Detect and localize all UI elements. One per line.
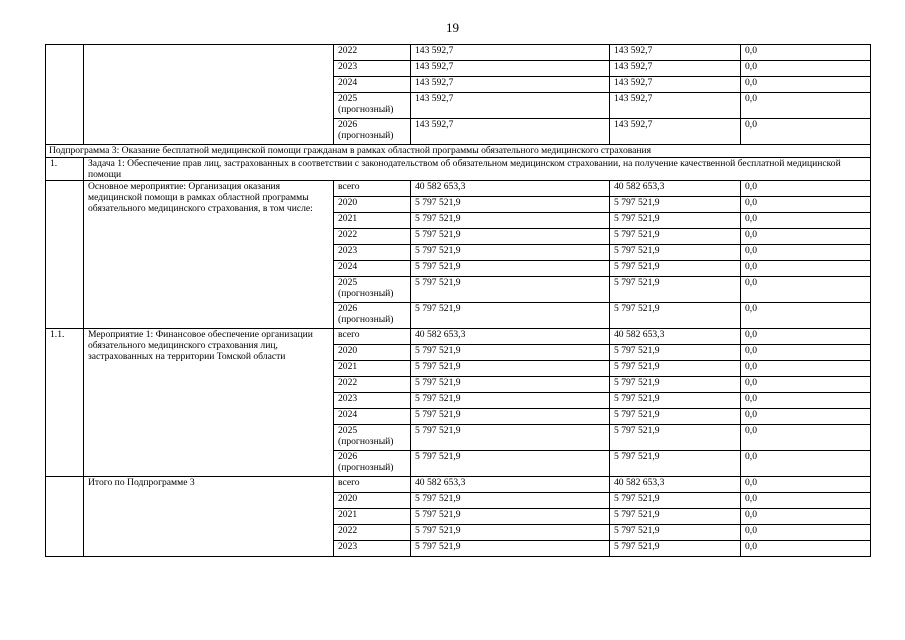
total-amount-cell: 5 797 521,9 [411, 393, 610, 409]
regional-amount-cell: 143 592,7 [610, 93, 741, 119]
year-cell: 2021 [334, 509, 411, 525]
year-cell: 2024 [334, 77, 411, 93]
year-cell: 2024 [334, 409, 411, 425]
other-amount-cell: 0,0 [741, 181, 871, 197]
other-amount-cell: 0,0 [741, 197, 871, 213]
year-cell: 2025 (прогнозный) [334, 93, 411, 119]
total-amount-cell: 5 797 521,9 [411, 409, 610, 425]
regional-amount-cell: 40 582 653,3 [610, 477, 741, 493]
total-amount-cell: 143 592,7 [411, 61, 610, 77]
total-amount-cell: 40 582 653,3 [411, 477, 610, 493]
other-amount-cell: 0,0 [741, 345, 871, 361]
total-amount-cell: 5 797 521,9 [411, 303, 610, 329]
regional-amount-cell: 5 797 521,9 [610, 425, 741, 451]
regional-amount-cell: 143 592,7 [610, 61, 741, 77]
other-amount-cell: 0,0 [741, 393, 871, 409]
year-cell: 2022 [334, 45, 411, 61]
year-cell: 2026 (прогнозный) [334, 451, 411, 477]
other-amount-cell: 0,0 [741, 119, 871, 145]
block-index: 1.1. [46, 329, 84, 477]
budget-table-body [46, 45, 871, 557]
total-amount-cell: 5 797 521,9 [411, 229, 610, 245]
other-amount-cell: 0,0 [741, 377, 871, 393]
regional-amount-cell: 5 797 521,9 [610, 509, 741, 525]
regional-amount-cell: 143 592,7 [610, 77, 741, 93]
regional-amount-cell: 5 797 521,9 [610, 261, 741, 277]
year-cell: 2026 (прогнозный) [334, 119, 411, 145]
block-name: Итого по Подпрограмме 3 [84, 477, 334, 557]
year-cell: всего [334, 477, 411, 493]
year-cell: 2026 (прогнозный) [334, 303, 411, 329]
regional-amount-cell: 5 797 521,9 [610, 361, 741, 377]
total-amount-cell: 5 797 521,9 [411, 345, 610, 361]
total-amount-cell: 5 797 521,9 [411, 541, 610, 557]
regional-amount-cell: 5 797 521,9 [610, 245, 741, 261]
regional-amount-cell: 5 797 521,9 [610, 229, 741, 245]
total-amount-cell: 5 797 521,9 [411, 377, 610, 393]
other-amount-cell: 0,0 [741, 329, 871, 345]
block-index [46, 477, 84, 557]
other-amount-cell: 0,0 [741, 361, 871, 377]
regional-amount-cell: 143 592,7 [610, 119, 741, 145]
regional-amount-cell: 5 797 521,9 [610, 303, 741, 329]
other-amount-cell: 0,0 [741, 477, 871, 493]
year-cell: 2020 [334, 493, 411, 509]
other-amount-cell: 0,0 [741, 303, 871, 329]
other-amount-cell: 0,0 [741, 213, 871, 229]
table-row [46, 45, 871, 61]
regional-amount-cell: 5 797 521,9 [610, 213, 741, 229]
total-amount-cell: 5 797 521,9 [411, 425, 610, 451]
total-amount-cell: 5 797 521,9 [411, 261, 610, 277]
other-amount-cell: 0,0 [741, 245, 871, 261]
regional-amount-cell: 5 797 521,9 [610, 409, 741, 425]
regional-amount-cell: 5 797 521,9 [610, 493, 741, 509]
regional-amount-cell: 5 797 521,9 [610, 377, 741, 393]
total-amount-cell: 5 797 521,9 [411, 525, 610, 541]
year-cell: 2021 [334, 361, 411, 377]
task-index: 1. [46, 157, 84, 181]
total-amount-cell: 5 797 521,9 [411, 451, 610, 477]
other-amount-cell: 0,0 [741, 525, 871, 541]
regional-amount-cell: 143 592,7 [610, 45, 741, 61]
regional-amount-cell: 5 797 521,9 [610, 393, 741, 409]
year-cell: 2023 [334, 245, 411, 261]
year-cell: 2023 [334, 393, 411, 409]
year-cell: 2022 [334, 229, 411, 245]
other-amount-cell: 0,0 [741, 229, 871, 245]
other-amount-cell: 0,0 [741, 45, 871, 61]
budget-table [45, 44, 871, 557]
regional-amount-cell: 40 582 653,3 [610, 181, 741, 197]
regional-amount-cell: 5 797 521,9 [610, 525, 741, 541]
total-amount-cell: 5 797 521,9 [411, 197, 610, 213]
year-cell: 2025 (прогнозный) [334, 425, 411, 451]
regional-amount-cell: 5 797 521,9 [610, 345, 741, 361]
year-cell: 2023 [334, 541, 411, 557]
page-number: 19 [446, 20, 459, 35]
total-amount-cell: 5 797 521,9 [411, 361, 610, 377]
year-cell: 2025 (прогнозный) [334, 277, 411, 303]
year-cell: 2023 [334, 61, 411, 77]
other-amount-cell: 0,0 [741, 61, 871, 77]
total-amount-cell: 40 582 653,3 [411, 181, 610, 197]
other-amount-cell: 0,0 [741, 277, 871, 303]
other-amount-cell: 0,0 [741, 509, 871, 525]
year-cell: 2020 [334, 197, 411, 213]
total-amount-cell: 5 797 521,9 [411, 277, 610, 303]
other-amount-cell: 0,0 [741, 93, 871, 119]
other-amount-cell: 0,0 [741, 425, 871, 451]
total-amount-cell: 5 797 521,9 [411, 509, 610, 525]
block-name: Мероприятие 1: Финансовое обеспечение организации обязательного медицинского страхования лиц, застрахованных на территории Томской области [84, 329, 334, 477]
year-cell: всего [334, 329, 411, 345]
other-amount-cell: 0,0 [741, 493, 871, 509]
year-cell: 2020 [334, 345, 411, 361]
total-amount-cell: 143 592,7 [411, 119, 610, 145]
name-cell [84, 45, 334, 145]
regional-amount-cell: 40 582 653,3 [610, 329, 741, 345]
block-index [46, 181, 84, 329]
other-amount-cell: 0,0 [741, 451, 871, 477]
total-amount-cell: 143 592,7 [411, 93, 610, 119]
other-amount-cell: 0,0 [741, 541, 871, 557]
total-amount-cell: 143 592,7 [411, 77, 610, 93]
regional-amount-cell: 5 797 521,9 [610, 541, 741, 557]
year-cell: всего [334, 181, 411, 197]
other-amount-cell: 0,0 [741, 409, 871, 425]
total-amount-cell: 5 797 521,9 [411, 245, 610, 261]
year-cell: 2021 [334, 213, 411, 229]
regional-amount-cell: 5 797 521,9 [610, 197, 741, 213]
table-row [46, 181, 871, 197]
index-cell [46, 45, 84, 145]
block-name: Основное мероприятие: Организация оказания медицинской помощи в рамках областной программы обязательного медицинского страхования, в том числе: [84, 181, 334, 329]
table-row [46, 477, 871, 493]
subprogram-title: Подпрограмма 3: Оказание бесплатной медицинской помощи гражданам в рамках областной программы обязательного медицинского страхования [46, 145, 871, 158]
year-cell: 2022 [334, 377, 411, 393]
year-cell: 2024 [334, 261, 411, 277]
task-row [46, 157, 871, 181]
year-cell: 2022 [334, 525, 411, 541]
other-amount-cell: 0,0 [741, 261, 871, 277]
other-amount-cell: 0,0 [741, 77, 871, 93]
regional-amount-cell: 5 797 521,9 [610, 277, 741, 303]
total-amount-cell: 5 797 521,9 [411, 493, 610, 509]
subprogram-row [46, 145, 871, 158]
total-amount-cell: 40 582 653,3 [411, 329, 610, 345]
total-amount-cell: 5 797 521,9 [411, 213, 610, 229]
regional-amount-cell: 5 797 521,9 [610, 451, 741, 477]
total-amount-cell: 143 592,7 [411, 45, 610, 61]
table-row [46, 329, 871, 345]
task-text: Задача 1: Обеспечение прав лиц, застрахованных в соответствии с законодательством об обязательном медицинском страховании, на получение качественной бесплатной медицинской помощи [84, 157, 871, 181]
